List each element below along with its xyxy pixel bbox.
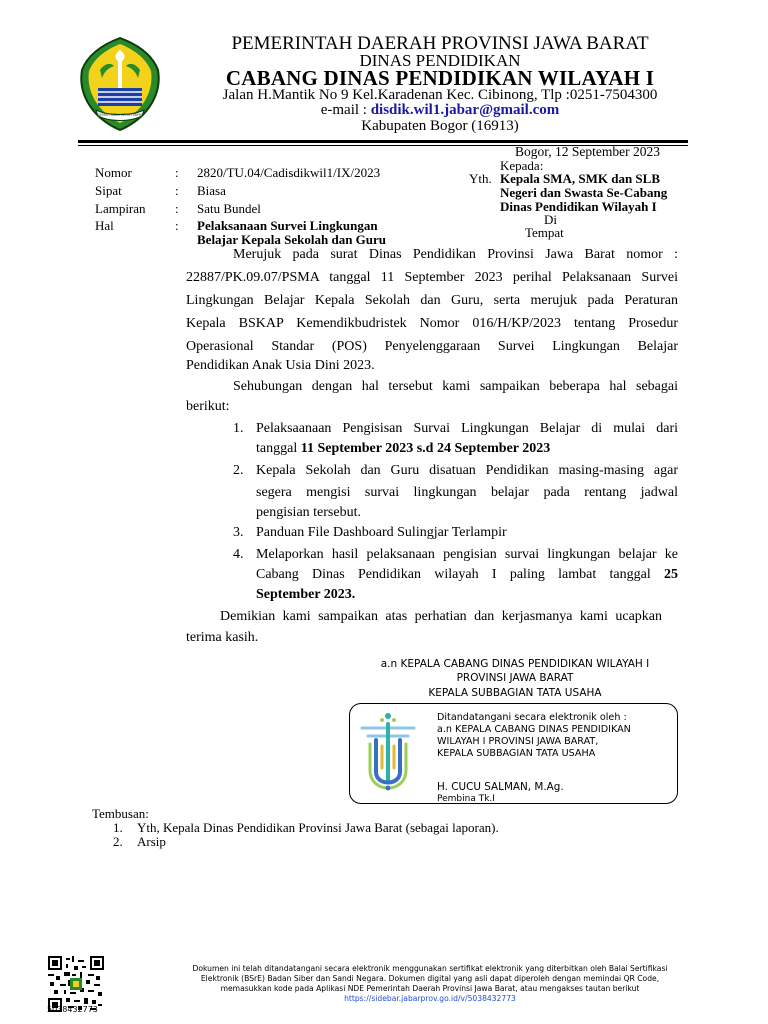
paragraph-2-line: berikut: (186, 399, 230, 414)
signature-heading-3: KEPALA SUBBAGIAN TATA USAHA (428, 687, 602, 699)
list-item-1-dates: 11 September 2023 s.d 24 September 2023 (300, 441, 551, 456)
meta-value-sipat: Biasa (197, 183, 226, 198)
meta-colon: : (175, 218, 179, 233)
closing-line2: terima kasih. (186, 630, 259, 645)
list-item-1-line2 (256, 438, 550, 460)
letterhead-city: Kabupaten Bogor (16913) (361, 118, 519, 134)
footer-link (120, 993, 740, 1004)
footer-line3: memasukkan kode pada Aplikasi NDE Pemerintah Daerah Provinsi Jawa Barat, atau mengakses tautan berikut (220, 984, 640, 993)
letterhead-line1: PEMERINTAH DAERAH PROVINSI JAWA BARAT (231, 33, 649, 54)
meta-value-hal-line2: Belajar Kepala Sekolah dan Guru (197, 232, 387, 247)
list-item-3-line1: Panduan File Dashboard Sulingjar Terlampir (256, 525, 507, 540)
signature-box-line3: WILAYAH I PROVINSI JAWA BARAT, (437, 736, 599, 747)
svg-text:GEMAH RIPAH REPEH RAPIH: GEMAH RIPAH REPEH RAPIH (97, 113, 143, 117)
email-link[interactable]: disdik.wil1.jabar@gmail.com (370, 102, 560, 118)
letter-date: Bogor, 12 September 2023 (515, 144, 660, 159)
paragraph-1-line: Lingkungan Belajar Kepala Sekolah dan Guru, serta merujuk pada Peraturan (186, 293, 678, 308)
recipient-tempat: Tempat (525, 225, 564, 240)
signature-heading-2: PROVINSI JAWA BARAT (456, 672, 574, 684)
list-number: 2. (233, 463, 244, 478)
list-item-1-prefix: tanggal (256, 441, 301, 456)
footer-line1: Dokumen ini telah ditandatangani secara elektronik menggunakan sertifikat elektronik yang diterbitkan oleh Balai Sertifikasi (192, 964, 668, 973)
letterhead-address: Jalan H.Mantik No 9 Kel.Karadenan Kec. Cibinong, Tlp :0251-7504300 (222, 87, 658, 103)
bsre-signature-logo-icon (358, 710, 418, 798)
letterhead-line3: CABANG DINAS PENDIDIKAN WILAYAH I (225, 66, 655, 90)
recipient-yth: Yth. (469, 171, 492, 186)
tembusan-title: Tembusan: (92, 806, 149, 821)
meta-label-hal: Hal (95, 218, 114, 233)
recipient-line1: Kepala SMA, SMK dan SLB (500, 171, 661, 186)
list-item-4-day: 25 (664, 567, 678, 582)
list-item-2-line3: pengisian tersebut. (256, 505, 361, 520)
meta-label-nomor: Nomor (95, 165, 132, 180)
verification-link[interactable]: https://sidebar.jabarprov.go.id/v/5038432773 (344, 994, 516, 1003)
email-label: e-mail : (320, 102, 371, 118)
list-item-4-line1: Melaporkan hasil pelaksanaan pengisian survai lingkungan belajar ke (256, 547, 678, 562)
closing-line1: Demikian kami sampaikan atas perhatian dan kerjasmanya kami ucapkan (220, 609, 662, 624)
list-item-2-line2: segera mengisi survai lingkungan belajar pada rentang jadwal (256, 485, 678, 500)
paragraph-1-line: Kepala BSKAP Kemendikbudristek Nomor 016/H/KP/2023 tentang Prosedur (186, 316, 678, 331)
list-item-2-line1: Kepala Sekolah dan Guru disatuan Pendidikan masing-masing agar (256, 463, 678, 478)
jawa-barat-emblem-icon (78, 36, 162, 132)
tembusan-item-2: Arsip (137, 834, 166, 849)
footer-line2: Elektronik (BSrE) Badan Siber dan Sandi Negara. Dokumen digital yang asli dapat diperoleh dengan memindai QR Code, (200, 974, 660, 983)
list-number: 1. (113, 820, 123, 835)
meta-colon: : (175, 201, 179, 216)
signature-heading-1: a.n KEPALA CABANG DINAS PENDIDIKAN WILAYAH I (380, 658, 650, 670)
recipient-kepada: Kepada: (500, 158, 544, 173)
meta-value-nomor: 2820/TU.04/Cadisdikwil1/IX/2023 (197, 165, 381, 180)
meta-value-hal-line1: Pelaksanaan Survei Lingkungan (197, 218, 378, 233)
signer-rank: Pembina Tk.I (437, 794, 495, 804)
meta-colon: : (175, 183, 179, 198)
list-item-4-line2 (256, 564, 678, 586)
paragraph-1-line: 22887/PK.09.07/PSMA tanggal 11 September 2023 perihal Pelaksanaan Survei (186, 270, 678, 285)
signature-box-line2: a.n KEPALA CABANG DINAS PENDIDIKAN (437, 724, 631, 735)
list-number: 2. (113, 834, 123, 849)
list-item-4-prefix: Cabang Dinas Pendidikan wilayah I paling lambat tanggal (256, 567, 664, 582)
list-number: 3. (233, 525, 244, 540)
document-code: 5038432773 (47, 1005, 98, 1014)
paragraph-1-line: Merujuk pada surat Dinas Pendidikan Provinsi Jawa Barat nomor : (233, 247, 678, 262)
list-item-1-line1: Pelaksaanaan Pengisisan Survai Lingkungan Belajar di mulai dari (256, 421, 678, 436)
tembusan-item-1: Yth, Kepala Dinas Pendidikan Provinsi Jawa Barat (sebagai laporan). (137, 820, 499, 835)
recipient-di: Di (544, 212, 557, 227)
meta-colon: : (175, 165, 179, 180)
meta-label-sipat: Sipat (95, 183, 122, 198)
list-item-4-line3: September 2023. (256, 587, 356, 602)
signature-box-line4: KEPALA SUBBAGIAN TATA USAHA (437, 748, 596, 759)
signature-box-line1: Ditandatangani secara elektronik oleh : (437, 712, 627, 723)
list-number: 1. (233, 421, 244, 436)
list-number: 4. (233, 547, 244, 562)
letterhead-line2: DINAS PENDIDIKAN (359, 51, 521, 70)
qr-code-icon[interactable] (48, 956, 104, 1012)
recipient-line3: Dinas Pendidikan Wilayah I (500, 199, 657, 214)
signer-name: H. CUCU SALMAN, M.Ag. (437, 781, 564, 793)
paragraph-2-line: Sehubungan dengan hal tersebut kami sampaikan beberapa hal sebagai (233, 379, 678, 394)
paragraph-1-line: Pendidikan Anak Usia Dini 2023. (186, 358, 375, 373)
meta-label-lampiran: Lampiran (95, 201, 146, 216)
letterhead-divider-thick (78, 140, 688, 143)
meta-value-lampiran: Satu Bundel (197, 201, 261, 216)
paragraph-1-line: Operasional Standar (POS) Penyelenggaraan Survei Lingkungan Belajar (186, 339, 678, 354)
recipient-line2: Negeri dan Swasta Se-Cabang (500, 185, 668, 200)
